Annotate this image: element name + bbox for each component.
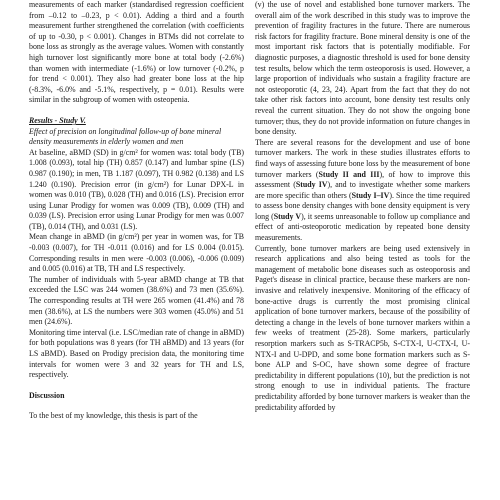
text-span: ). Since the time required to assess bone density changes with bone density equipment is very long ( [255, 190, 470, 221]
study-ref: Study IV [295, 180, 328, 190]
text-span: ), and to investigate whether some markers are more specific than others ( [255, 180, 471, 200]
paragraph-reasons [255, 138, 470, 244]
paragraph-mean-change: Mean change in aBMD (in g/cm²) per year in women was, for TB -0.003 (0.007), for TH -0.011 (0.016) and for LS 0.004 (0.015). Corresponding results in men were -0.003 (0.006), -0.006 (0.009) and 0.005 (0.016) at TB, TH and LS respectively. [29, 232, 244, 274]
paragraph-baseline: At baseline, aBMD (SD) in g/cm² for women was: total body (TB) 1.008 (0.093), total hip (TH) 0.857 (0.147) and lumbar spine (LS) 0.987 (0.190); in men, TB 1.187 (0.097), TH 0.982 (0.138) and LS 1.240 (0.190). Precision error (in g/cm²) for Lunar DPX-L in women was 0.010 (TB), 0.028 (TH) and 0.016 (LS). Precision error using Lunar Prodigy for women was 0.009 (TB), 0.009 (TH) and 0.039 (LS). Precision error using Lunar Prodigy for men was 0.007 (TB), 0.014 (TH), and 0.031 (LS). [29, 147, 244, 231]
paragraph-currently: Currently, bone turnover markers are being used extensively in research applications and also being tested as tools for the management of metabolic bone diseases such as osteoporosis and Paget's disease in clinical practice, because these markers are non-invasive and relatively inexpensive. Monitoring of the efficacy of bone-active drugs is currently the most promising clinical application of bone turnover markers, because of the possibility of detecting a change in the levels of bone turnover markers within a few weeks of treatment (25-28). Some markers, particularly resorption markers such as S-TRACP5b, S-CTX-I, U-CTX-I, U-NTX-I and U-DPD, and some bone formation markers such as S-bone ALP and S-OC, have shown some degree of fracture predictability in different populations (10), but the prediction is not strong enough to use in individual patients. The fracture predictability afforded by bone turnover markers is weaker than the predictability afforded by [255, 243, 470, 412]
study-ref: Study V [273, 211, 302, 221]
text-span: ), it seems unreasonable to follow up compliance and effect of anti-osteoporotic medication by repeated bone density measurements. [255, 211, 470, 243]
text-span: ), of how to improve this assessment ( [255, 169, 471, 190]
study-ref: Study II and III [318, 169, 380, 179]
paragraph-intro: measurements of each marker (standardised regression coefficient from –0.12 to –0.23, p < 0.01). Adding a third and a fourth measurement further strengthened the correlation (with coefficients of up to -0.30, p < 0.001). Changes in BTMs did not correlate to bone loss as strongly as the average values. Women with constantly high turnover lost significantly more bone at total body (-2.6%) than women with intermediate (-1.6%) or low turnover (-0.2%, p for trend < 0.001). They also had greater bone loss at the hip (-8.3%, -6.0% and -5.1%, respectively, p = 0.01). Results were similar in the subgroup of women with osteopenia. [29, 0, 244, 105]
paragraph-number: The number of individuals with 5-year aBMD change at TB that exceeded the LSC was 244 women (38.6%) and 73 men (35.6%). The corresponding results at TH were 265 women (41.4%) and 78 men (38.6%), at LS the numbers were 303 women (45.0%) and 51 men (24.6%). [29, 274, 244, 327]
paragraph-cut: To the best of my knowledge, this thesis is part of the [29, 411, 198, 421]
left-column [29, 0, 244, 422]
subheading: Effect of precision on longitudinal follow-up of bone mineral density measurements in elderly women and men [29, 126, 222, 147]
paragraph-v: (v) the use of novel and established bone turnover markers. The overall aim of the work described in this study was to improve the prevention of fragility fractures in the future. There are numerous risk factors for fragility fracture. Bone mineral density is one of the most important risk factors that is potentially modifiable. For diagnostic purposes, a diagnostic threshold is used for bone density test results, below which the term osteoporosis is used. However, a large proportion of individuals who sustain a fragility fracture are not osteoporotic (4, 23, 24). Apart from the fact that they do not take other risk factors into account, bone density test results only reveal the current situation. They do not show the ongoing bone turnover; thus, they do not provide information on future changes in bone density. [255, 0, 470, 137]
section-title: Results - Study V. [29, 115, 86, 125]
paragraph-monitoring: Monitoring time interval (i.e. LSC/median rate of change in aBMD) for both populations was 8 years (for TH aBMD) and 13 years (for LS aBMD). Based on Prodigy precision data, the monitoring time intervals for women were 3 and 32 years for TH and LS, respectively. [29, 327, 244, 380]
heading-discussion: Discussion [29, 390, 65, 400]
right-column [255, 0, 470, 413]
text-span: There are several reasons for the development and use of bone turnover markers. The work in these studies illustrates efforts to find ways of assessing future bone loss by the measurement of bone turnover markers ( [255, 137, 470, 179]
study-ref: Study I–IV [351, 190, 390, 200]
